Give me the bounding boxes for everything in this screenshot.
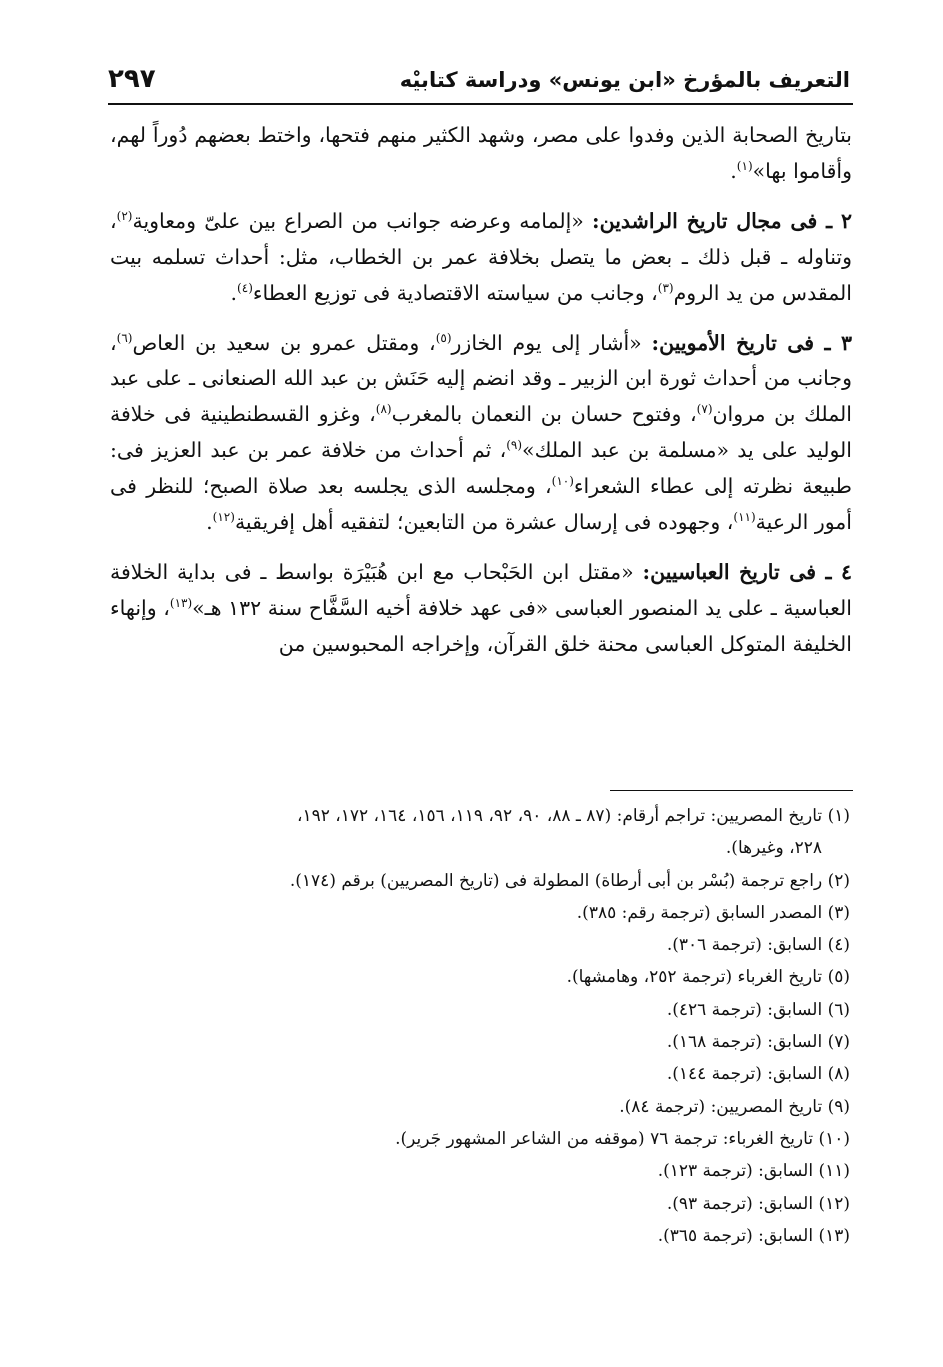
footnote-marker: (٢) — [116, 208, 133, 223]
text-line: الصنعانى ـ على عبد الملك بن مروان$^{(٧)}$، وفتوح حسان بن النعمان بالمغرب$^{(٨)}$، وغزو — [110, 366, 852, 427]
footnote-5: (٥) تاريخ الغرباء (ترجمة ٢٥٢، وهامشها). — [566, 967, 850, 988]
footnote-marker: (٣) — [657, 280, 674, 295]
footnote-marker: (١٢) — [212, 510, 235, 525]
footnote-6: (٦) السابق: (ترجمة ٤٢٦). — [666, 999, 850, 1020]
page-number: ٢٩٧ — [108, 64, 156, 94]
footnote-marker: (١) — [736, 159, 753, 174]
paragraph-rashidun — [110, 204, 852, 312]
text-line: تسلمه بيت المقدس من يد الروم$^{(٣)}$، وجانب من سياسته الاقتصادية فى توزيع العطاء$^{(٤)}$. — [110, 244, 852, 305]
footnote-marker: (١٣) — [169, 596, 193, 611]
footnote-marker: (٧) — [696, 402, 713, 417]
footnote-13: (١٣) السابق: (ترجمة ٣٦٥). — [657, 1225, 850, 1246]
footnote-8: (٨) السابق: (ترجمة ١٤٤). — [666, 1064, 850, 1085]
text-line: «إلمامه وعرضه جوانب من الصراع بين علىّ — [204, 208, 584, 233]
text-line: «أشار إلى يوم الخازر$^{(٥)}$، ومقتل عمرو بن سعيد بن — [195, 330, 642, 355]
footnote-1: (١) تاريخ المصريين: تراجم أرقام: (٨٧ ـ ٨٨، ٩٠، ٩٢، ١١٩، ١٥٦، ١٦٤، ١٧٢، ١٩٢، — [296, 806, 850, 826]
text-line: «مقتل ابن الحَبْحاب مع ابن هُبَيْرَة بواسط ـ فى بداية — [177, 559, 634, 584]
footnote-marker: (٤) — [237, 280, 253, 295]
main-text — [110, 118, 852, 663]
footnote-11: (١١) السابق: (ترجمة ١٢٣). — [657, 1161, 850, 1182]
text-line: أهل إفريقية$^{(١٢)}$. — [206, 510, 334, 535]
footnote-marker: (٦) — [116, 330, 133, 345]
footnote-10: (١٠) تاريخ الغرباء: ترجمة ٧٦ (موقفه من الشاعر المشهور جَرير). — [395, 1128, 850, 1149]
footnote-9: (٩) تاريخ المصريين: (ترجمة ٨٤). — [619, 1096, 850, 1117]
footnote-1-continued: ٢٢٨، وغيرها). — [725, 838, 822, 859]
text-line: الخلافة العباسية ـ على يد المنصور العباسى «فى عهد خلافة أخيه السَّفَّاح سنة ١٣٢ — [110, 559, 852, 620]
section-heading-umayyads: ٣ ـ فى تاريخ الأمويين: — [651, 330, 852, 355]
footnote-4: (٤) السابق: (ترجمة ٣٠٦). — [666, 935, 850, 956]
footnote-marker: (٨) — [375, 402, 392, 417]
text-line: ومعاوية$^{(٢)}$، وتناوله ـ قبل ذلك ـ بعض ما يتصل بخلافة عمر بن الخطاب، مثل: أحداث — [110, 208, 852, 269]
paragraph-abbasids — [110, 555, 852, 663]
text-line: العاص$^{(٦)}$، وجانب من أحداث ثورة ابن الزبير ـ وقد انضم إليه حَنَش بن عبد الله — [110, 330, 852, 391]
text-line: بتاريخ الصحابة الذين وفدوا على مصر، وشهد الكثير منهم فتحها، واختط بعضهم — [194, 123, 852, 147]
footnote-separator — [610, 790, 853, 791]
footnote-marker: (٥) — [435, 330, 452, 345]
paragraph-intro — [110, 118, 852, 190]
text-line: القسطنطينية فى خلافة الوليد على يد «مسلمة بن عبد الملك»$^{(٩)}$، ثم أحداث من خلافة — [110, 402, 852, 463]
section-heading-rashidun: ٢ ـ فى مجال تاريخ الراشدين: — [592, 208, 852, 233]
footnote-2: (٢) راجع ترجمة (بُسْر بن أبى أرطاة) المطولة فى (تاريخ المصريين) برقم (١٧٤). — [289, 870, 850, 891]
footnote-marker: (١١) — [733, 510, 756, 525]
running-header — [108, 60, 850, 102]
footnote-3: (٣) المصدر السابق (ترجمة رقم: ٣٨٥). — [576, 902, 850, 923]
header-rule — [108, 103, 853, 105]
footnote-marker: (٩) — [506, 438, 523, 453]
header-title: التعريف بالمؤرخ «ابن يونس» ودراسة كتابيْه — [399, 68, 850, 92]
footnote-12: (١٢) السابق: (ترجمة ٩٣). — [666, 1193, 850, 1214]
footnote-marker: (١٠) — [551, 474, 574, 489]
section-heading-abbasids: ٤ ـ فى تاريخ العباسيين: — [642, 559, 852, 584]
paragraph-umayyads — [110, 326, 852, 541]
footnote-7: (٧) السابق: (ترجمة ١٦٨). — [666, 1032, 850, 1053]
text-line: دُوراً لهم، وأقاموا بها»$^{(١)}$. — [110, 123, 852, 183]
text-line: عمر بن عبد العزيز فى: طبيعة نظرته إلى عطاء الشعراء$^{(١٠)}$، ومجلسه الذى يجلسه بعد — [110, 438, 852, 499]
text-line: صلاة الصبح؛ للنظر فى أمور الرعية$^{(١١)}$، وجهوده فى إرسال عشرة من التابعين؛ لتفقيه — [110, 474, 852, 535]
text-line: هـ»$^{(١٣)}$، وإنهاء الخليفة المتوكل العباسى محنة خلق القرآن، وإخراجه المحبوسين من — [110, 595, 852, 656]
footnotes — [110, 800, 850, 1252]
